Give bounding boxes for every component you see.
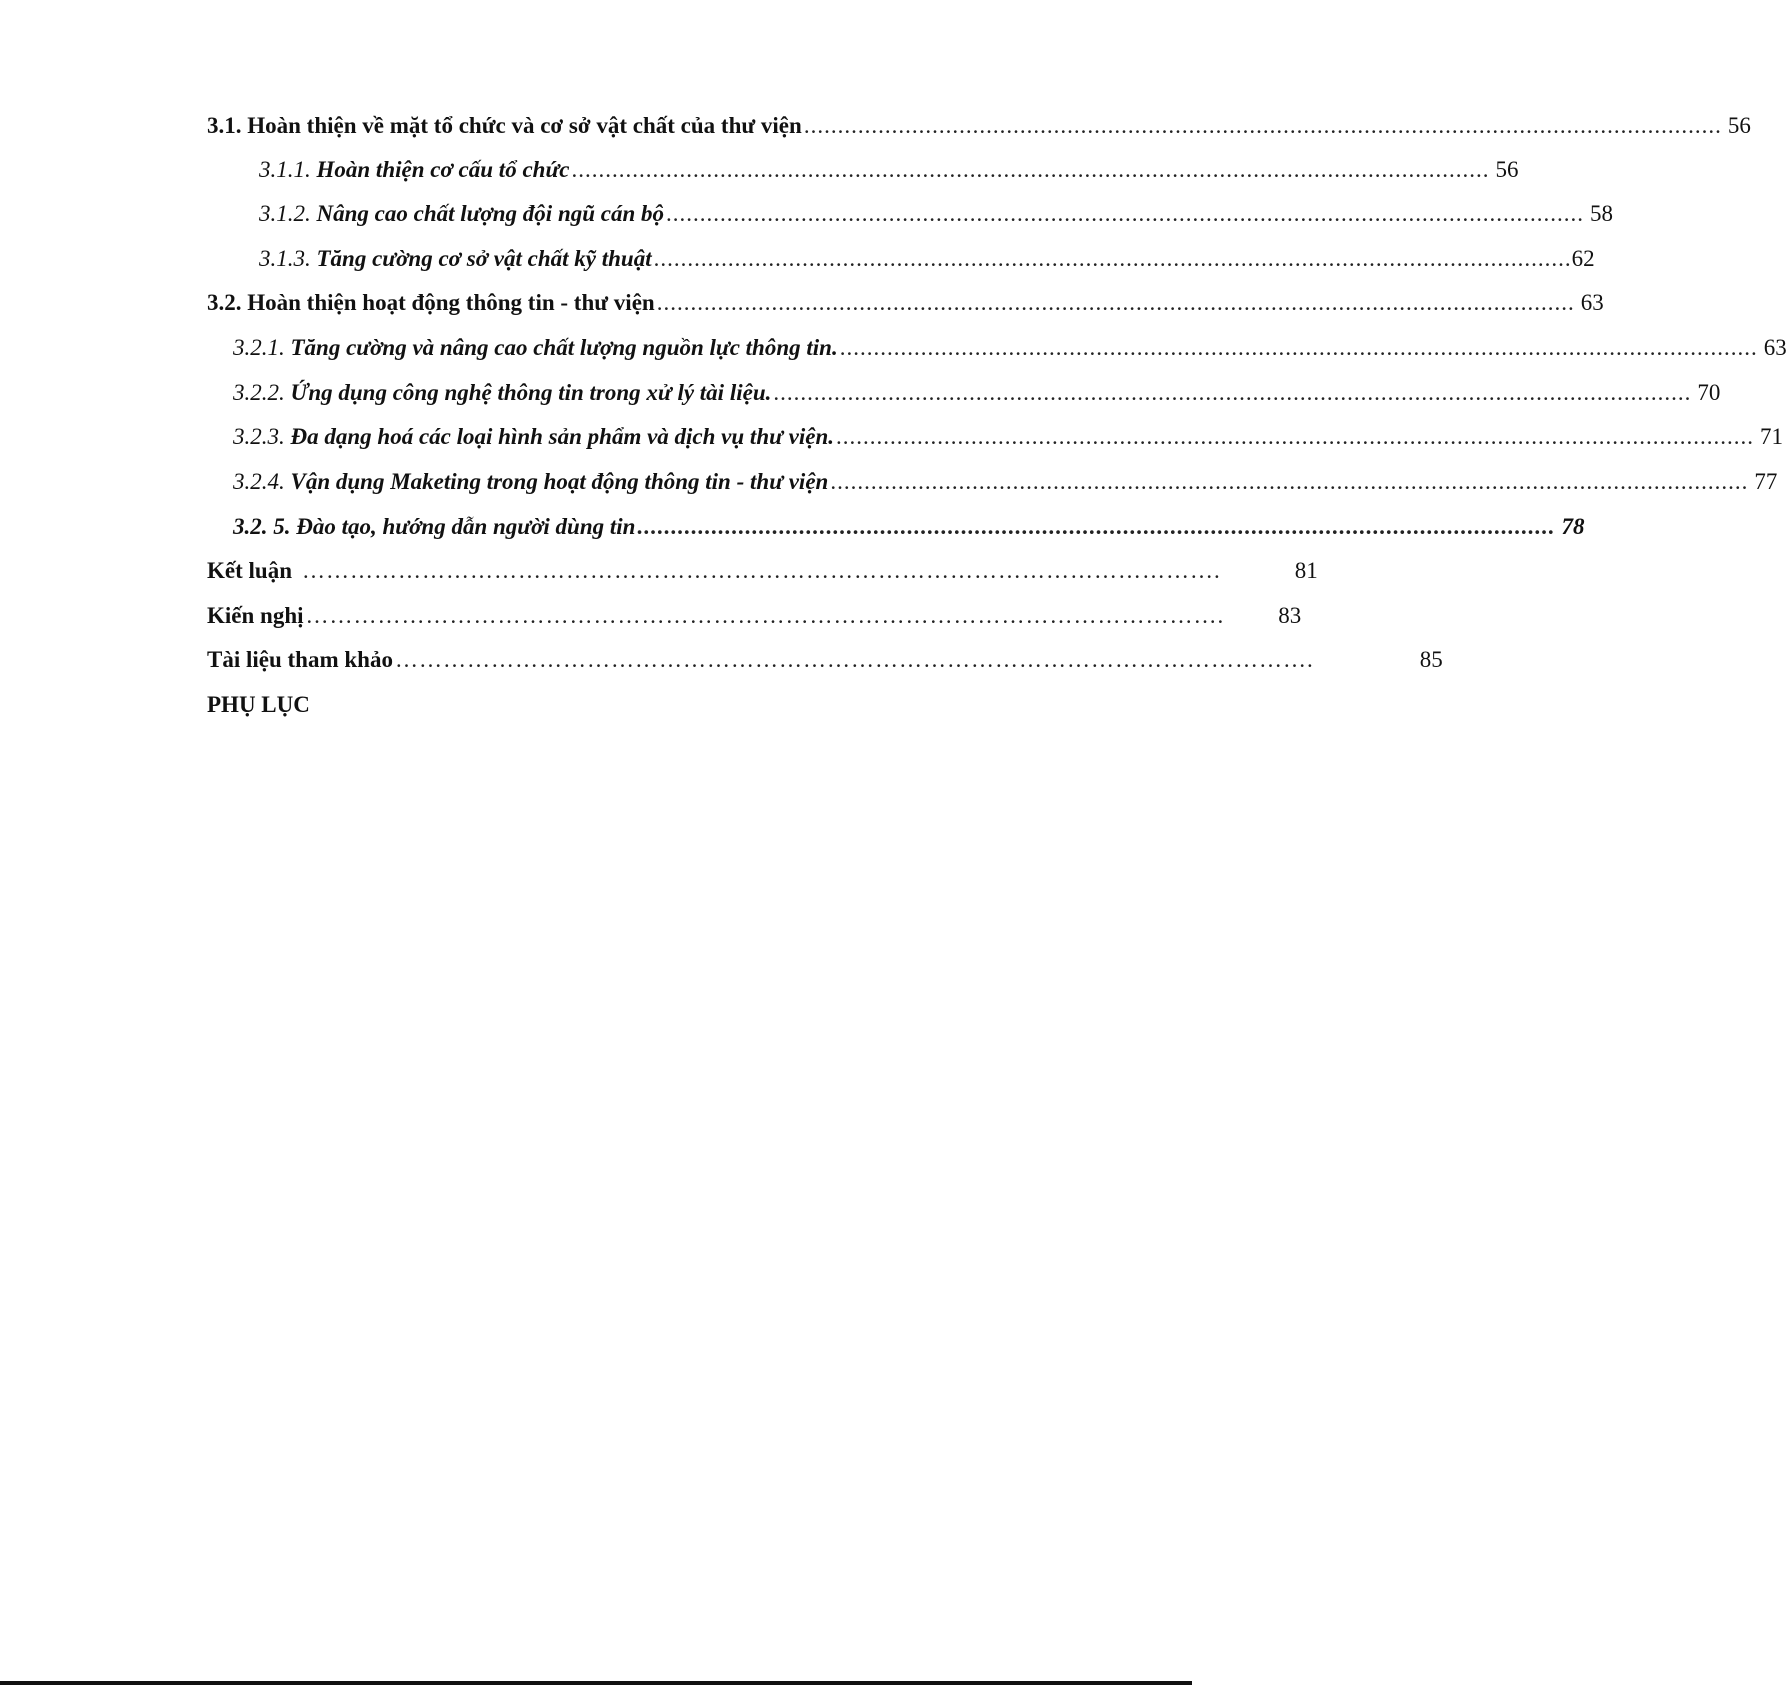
toc-entry-page: 58 — [1590, 201, 1614, 226]
toc-entry-page: 83 — [1278, 603, 1302, 628]
toc-entry-number: 3.2.2. — [233, 380, 285, 405]
toc-entry-number: 3.2.1. — [233, 335, 285, 360]
toc-entry-page: 56 — [1727, 113, 1751, 138]
toc-entry-3-2-4[interactable] — [233, 462, 1778, 502]
toc-entry-3-1[interactable] — [207, 106, 1751, 146]
toc-entry-title: Ứng dụng công nghệ thông tin trong xử lý tài liệu. — [290, 380, 772, 405]
toc-entry-number: 3.2.3. — [233, 424, 285, 449]
toc-entry-title: Hoàn thiện cơ cấu tổ chức — [316, 157, 570, 182]
toc-entry-title: PHỤ LỤC — [207, 692, 310, 717]
toc-entry-title: 3.1. Hoàn thiện về mặt tổ chức và cơ sở vật chất của thư viện — [207, 113, 802, 138]
dot-leader: ........................................................................................................................................ — [803, 113, 1722, 138]
toc-entry-phu-luc[interactable] — [207, 685, 990, 725]
toc-entry-3-2-3[interactable] — [233, 417, 1783, 457]
toc-entry-title: Tài liệu tham khảo — [207, 647, 393, 672]
toc-entry-3-1-2[interactable] — [259, 194, 1614, 234]
toc-entry-title: 3.2. Hoàn thiện hoạt động thông tin - thư viện — [207, 290, 655, 315]
page-bottom-border — [0, 1681, 1192, 1685]
toc-entry-page: 56 — [1495, 157, 1519, 182]
toc-entry-page: 85 — [1419, 647, 1443, 672]
dot-leader: ........................................................................................................................................ — [839, 335, 1758, 360]
dot-leader: ........................................................................................................................................ — [571, 157, 1490, 182]
toc-entry-title: Kiến nghị — [207, 603, 304, 628]
toc-entry-ket-luan[interactable] — [207, 551, 1318, 591]
dot-leader: ........................................................................................................................................ — [666, 201, 1585, 226]
toc-entry-3-2-2[interactable] — [233, 373, 1721, 413]
toc-entry-number: 3.1.2. — [259, 201, 311, 226]
toc-entry-title: Kết luận — [207, 558, 292, 583]
dot-leader: ........................................................................................................................................ — [637, 514, 1556, 539]
toc-entry-page: 78 — [1561, 514, 1585, 539]
toc-entry-number: 3.1.1. — [259, 157, 311, 182]
toc-entry-title: Tăng cường và nâng cao chất lượng nguồn lực thông tin. — [290, 335, 838, 360]
toc-entry-page: 62 — [1571, 246, 1595, 271]
toc-entry-number: 3.2.4. — [233, 469, 285, 494]
toc-entry-3-2-5[interactable] — [233, 507, 1585, 547]
toc-entry-3-1-1[interactable] — [259, 150, 1519, 190]
dot-leader: ........................................................................................................................................ — [830, 469, 1749, 494]
toc-entry-page: 81 — [1294, 558, 1318, 583]
toc-entry-page: 70 — [1697, 380, 1721, 405]
toc-entry-number: 3.1.3. — [259, 246, 311, 271]
toc-entry-title: Đa dạng hoá các loại hình sản phẩm và dịch vụ thư viện. — [290, 424, 834, 449]
dot-leader: ........................................................................................................................................ — [836, 424, 1754, 449]
dot-leader: ……………………………………………………………………………………………………. — [301, 558, 1221, 583]
toc-entry-title: Nâng cao chất lượng đội ngũ cán bộ — [316, 201, 665, 226]
dot-leader: ........................................................................................................................................ — [656, 290, 1575, 315]
toc-entry-title: Tăng cường cơ sở vật chất kỹ thuật — [316, 246, 652, 271]
toc-entry-page: 63 — [1580, 290, 1604, 315]
toc-entry-tai-lieu-tham-khao[interactable] — [207, 640, 1443, 680]
toc-entry-3-1-3[interactable] — [259, 239, 1595, 279]
dot-leader: ........................................................................................................................................ — [653, 246, 1572, 271]
toc-entry-title: 3.2. 5. Đào tạo, hướng dẫn người dùng tin — [233, 514, 636, 539]
toc-entry-page: 77 — [1754, 469, 1778, 494]
toc-entry-page: 71 — [1760, 424, 1783, 449]
toc-entry-page: 63 — [1763, 335, 1787, 360]
dot-leader: ……………………………………………………………………………………………………. — [305, 603, 1225, 628]
toc-entry-3-2[interactable] — [207, 283, 1604, 323]
toc-entry-title: Vận dụng Maketing trong hoạt động thông tin - thư viện — [290, 469, 829, 494]
dot-leader: ……………………………………………………………………………………………………. — [394, 647, 1314, 672]
dot-leader: ........................................................................................................................................ — [773, 380, 1692, 405]
toc-entry-kien-nghi[interactable] — [207, 596, 1302, 636]
toc-entry-3-2-1[interactable] — [233, 328, 1787, 368]
